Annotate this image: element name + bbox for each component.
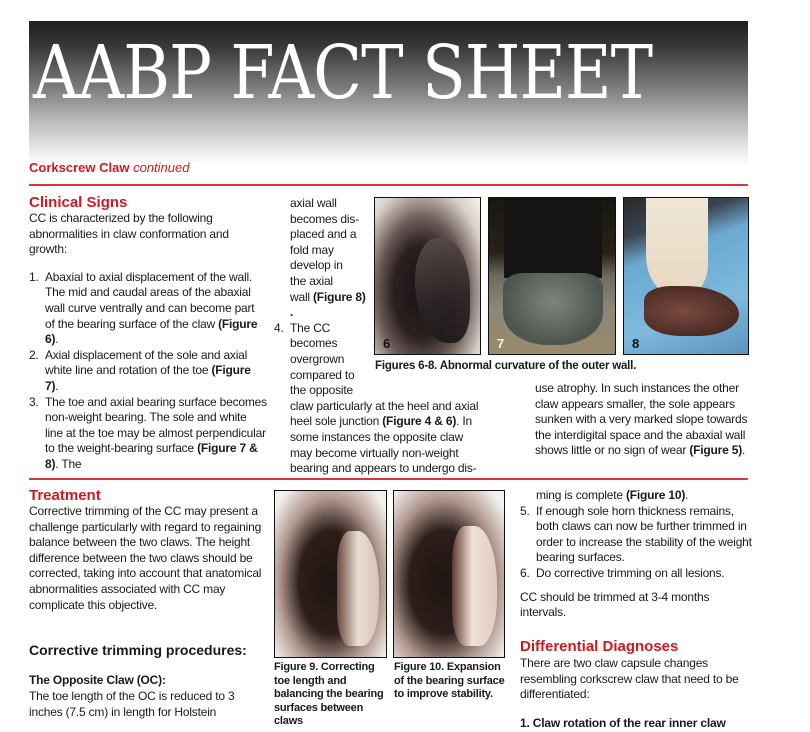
- text-line: becomes: [290, 336, 338, 351]
- text-line: fold may: [290, 242, 334, 257]
- trimming-steps: [520, 488, 752, 621]
- item-number: 3.: [29, 394, 39, 409]
- text-line: the opposite: [290, 383, 353, 398]
- clinical-signs-heading: Clinical Signs: [29, 194, 128, 211]
- divider-middle: [29, 478, 748, 480]
- differential-item-1: 1. Claw rotation of the rear inner claw: [520, 716, 726, 730]
- figure-ref: (Figure 6): [45, 316, 258, 347]
- list-item: [520, 504, 752, 566]
- item-number: 6.: [520, 565, 530, 580]
- text-line: becomes dis-: [290, 211, 359, 226]
- figures-6-8-caption: Figures 6-8. Abnormal curvature of the outer wall.: [375, 360, 637, 372]
- text-line: overgrown: [290, 351, 345, 366]
- text-line: the axial: [290, 273, 333, 288]
- text-line: wall: [290, 289, 314, 304]
- figure-number: 6: [383, 336, 391, 351]
- item-text: Do corrective trimming on all lesions.: [536, 565, 725, 580]
- item-end: . The: [55, 456, 82, 471]
- clinical-signs-body: [29, 211, 267, 473]
- text-end: .: [742, 443, 746, 458]
- text: use atrophy. In such instances the other claw appears smaller, the sole appears sunken with a very marked slope towards the interdigital space and the abaxial wall shows little or no sign of wear: [535, 381, 748, 458]
- figure-ref: (Figure 7): [45, 363, 251, 393]
- divider-top: [29, 184, 748, 186]
- item-text: Abaxial to axial displacement of the wall. The mid and caudal areas of the abaxial wall curve ventrally and can become part of the bearing surface of the claw: [45, 269, 255, 331]
- text-line: placed and a: [290, 227, 357, 242]
- differential-heading: Differential Diagnoses: [520, 638, 679, 655]
- text-line: may become virtually non-weight: [290, 445, 459, 460]
- item-number: 2.: [29, 347, 39, 362]
- text-line: bearing and appears to undergo dis-: [290, 461, 477, 476]
- text-line: develop in: [290, 258, 343, 273]
- section-label: [29, 160, 189, 175]
- list-item: [520, 566, 752, 582]
- figure-ref: (Figure 7 & 8): [45, 441, 258, 471]
- figure-ref-end: .: [290, 305, 294, 320]
- item-end: .: [55, 332, 59, 347]
- trim-interval: CC should be trimmed at 3-4 months intervals.: [520, 589, 710, 620]
- figure-ref: (Figure 4 & 6): [382, 414, 457, 429]
- figure-7-photo: [488, 197, 616, 355]
- figure-6-photo: [374, 197, 481, 355]
- text-end: .: [685, 488, 689, 502]
- text-line: claw particularly at the heel and axial: [290, 398, 479, 413]
- opposite-claw-heading: The Opposite Claw (OC):: [29, 673, 166, 687]
- list-item: [29, 395, 267, 473]
- trimming-list: [520, 504, 752, 582]
- text-line: heel sole junction: [290, 414, 383, 429]
- text-line: . In: [456, 414, 473, 429]
- figure-ref: (Figure 8): [313, 289, 366, 304]
- figure-ref: (Figure 10): [625, 488, 686, 502]
- page-title: AABP FACT SHEET: [33, 30, 653, 116]
- figure-8-photo: [623, 197, 749, 355]
- text-line: compared to: [290, 367, 355, 382]
- figure-10-caption: Figure 10. Expansion of the bearing surface to improve stability.: [394, 661, 505, 700]
- item-number: 4.: [274, 320, 284, 335]
- treatment-text: Corrective trimming of the CC may present a challenge particularly with regard to regaining balance between the two claws. The height difference between the two claws should be corrected, taking into account that anatomical abnormalities associated with CC may complicate this objective.: [29, 504, 262, 612]
- text-line: The CC: [290, 320, 331, 335]
- section-suffix: continued: [133, 160, 190, 175]
- opposite-claw-text: The toe length of the OC is reduced to 3 inches (7.5 cm) in length for Holstein: [29, 689, 235, 719]
- section-name: Corkscrew Claw: [29, 160, 130, 175]
- text-line: some instances the opposite claw: [290, 429, 464, 444]
- treatment-heading: Treatment: [29, 487, 101, 504]
- item-text: The toe and axial bearing surface becomes non-weight bearing. The sole and white line at the toe may be almost perpendicular to the weight-bearing surface: [45, 394, 267, 456]
- figure-number: 7: [497, 336, 505, 351]
- item-number: 5.: [520, 503, 530, 518]
- clinical-signs-intro: CC is characterized by the following abnormalities in claw conformation and growth:: [29, 211, 229, 257]
- text-line: axial wall: [290, 196, 337, 210]
- item-end: .: [55, 378, 59, 393]
- list-item: [29, 270, 267, 348]
- clinical-signs-col3: [535, 381, 749, 459]
- item-text: Axial displacement of the sole and axial white line and rotation of the toe: [45, 347, 248, 378]
- item-text: If enough sole horn thickness remains, both claws can now be further trimmed in order to increase the stability of the weight bearing surfaces.: [536, 503, 752, 565]
- clinical-signs-list: [29, 270, 267, 473]
- item-number: 1.: [29, 269, 39, 284]
- figure-9-photo: [274, 490, 387, 658]
- figure-ref: (Figure 5): [689, 443, 743, 458]
- differential-text: There are two claw capsule changes resembling corkscrew claw that need to be differentiated:: [520, 656, 739, 702]
- procedures-heading: Corrective trimming procedures:: [29, 642, 247, 658]
- figure-9-caption: Figure 9. Correcting toe length and balancing the bearing surfaces between claws: [274, 661, 384, 727]
- list-item: [29, 348, 267, 395]
- text: ming is complete: [536, 488, 626, 502]
- figure-10-photo: [393, 490, 505, 658]
- figure-number: 8: [632, 336, 640, 351]
